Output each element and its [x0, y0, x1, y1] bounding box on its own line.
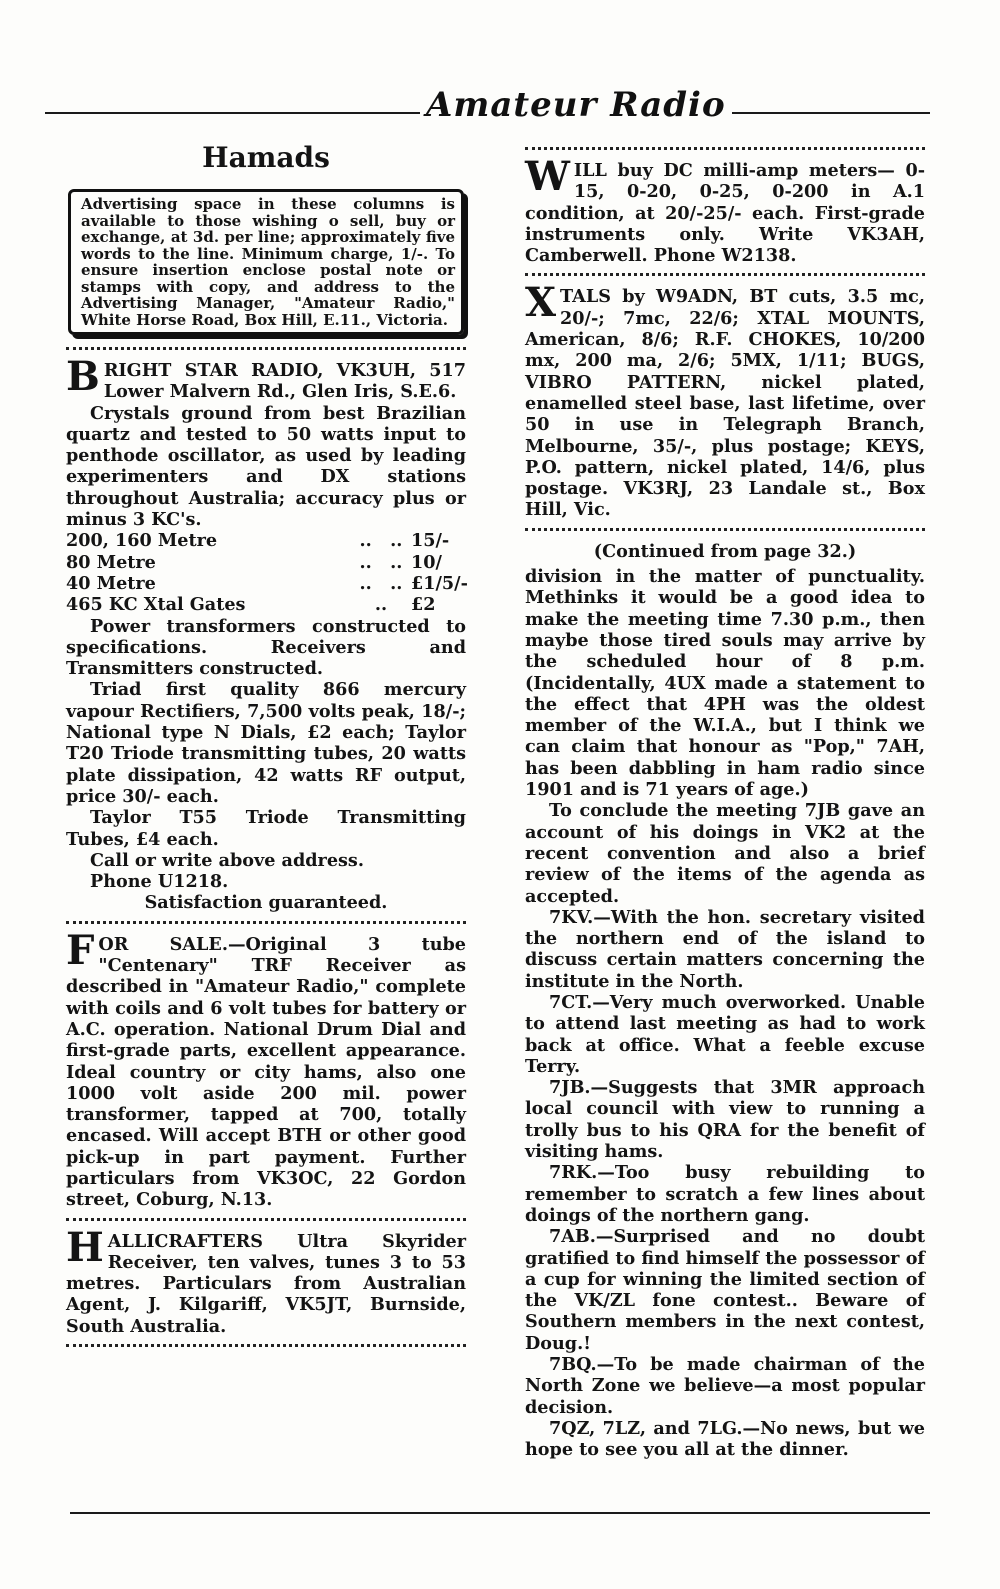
ad-will-buy: WILL buy DC milli-amp meters— 0-15, 0-20, 0-25, 0-200 in A.1 condition, at 20/-25/- each. First-grade instruments only. Write VK3AH, Camberwell. Phone W2138. — [525, 153, 925, 267]
continued-note: (Continued from page 32.) — [593, 540, 857, 562]
left-column — [66, 135, 466, 1357]
ad-paragraph: Crystals ground from best Brazilian quartz and tested to 50 watts input to penthode oscillator, as used by leading experimenters and DX stations throughout Australia; accuracy plus or minus 3 KC's. — [66, 402, 466, 531]
section-title: Hamads — [202, 141, 330, 174]
article-paragraph: division in the matter of punctuality. Methinks it would be a good idea to make the meeting time 7.30 p.m., then maybe those tired souls may arrive by the scheduled hour of 8 p.m. (Incidentally, 4UX made a statement to the effect that 4PH was the oldest member of the W.I.A., but I think we can claim that honour as "Pop," 7AH, has been dabbling in ham radio since 1901 and is 71 years of age.) — [525, 566, 925, 801]
ad-paragraph: Power transformers constructed to specifications. Receivers and Transmitters constructed. — [66, 615, 466, 680]
ad-paragraph: Taylor T55 Triode Transmitting Tubes, £4 each. — [66, 807, 466, 850]
article-paragraph: 7BQ.—To be made chairman of the North Zone we believe—a most popular decision. — [525, 1354, 925, 1418]
ad-heading: BRIGHT STAR RADIO, VK3UH, 517 Lower Malvern Rd., Glen Iris, S.E.6. — [66, 353, 466, 403]
divider — [66, 347, 466, 350]
magazine-title: Amateur Radio — [420, 85, 732, 125]
ad-bright-star — [66, 353, 468, 914]
masthead — [45, 85, 930, 135]
price-value: 10/ — [411, 551, 442, 573]
divider — [525, 273, 925, 276]
right-column — [525, 135, 925, 1461]
divider — [66, 921, 466, 924]
divider — [525, 528, 925, 531]
article-paragraph: 7AB.—Surprised and no doubt gratified to find himself the possessor of a cup for winning the limited section of the VK/ZL fone contest.. Beware of Southern members in the next contest, Doug.! — [525, 1226, 925, 1354]
price-label: 40 Metre — [66, 572, 156, 594]
price-value: 15/- — [411, 530, 450, 552]
price-row: 80 Metre .. .. 10/ — [66, 552, 466, 573]
advertising-notice-text: Advertising space in these columns is available to those wishing o sell, buy or exchange, at 3d. per line; approximately five words to the line. Minimum charge, 1/-. To ensure insertion enclose postal note or stamps with copy, and address to the Advertising Manager, "Amateur Radio," White Horse Road, Box Hill, E.11., Victoria. — [81, 195, 455, 329]
price-value: £2 — [411, 594, 436, 616]
price-row: 200, 160 Metre .. .. 15/- — [66, 530, 466, 551]
advertising-notice-box — [68, 189, 464, 335]
ad-paragraph: Phone U1218. — [90, 871, 229, 893]
ad-hallicrafters: HALLICRAFTERS Ultra Skyrider Receiver, ten valves, tunes 3 to 53 metres. Particulars from Australian Agent, J. Kilgariff, VK5JT, Burnside, South Australia. — [66, 1223, 466, 1337]
ad-for-sale: FOR SALE.—Original 3 tube "Centenary" TRF Receiver as described in "Amateur Radio," complete with coils and 6 volt tubes for battery or A.C. operation. National Drum Dial and first-grade parts, excellent appearance. Ideal country or city hams, also one 1000 volt aside 200 mil. power transformer, tapped at 700, totally encased. Will accept BTH or other good pick-up in part payment. Further particulars from VK3OC, 22 Gordon street, Coburg, N.13. — [66, 926, 466, 1211]
ad-paragraph: Satisfaction guaranteed. — [144, 892, 388, 914]
article-paragraph: 7RK.—Too busy rebuilding to remember to scratch a few lines about doings of the northern gang. — [525, 1162, 925, 1226]
price-label: 80 Metre — [66, 551, 156, 573]
article-paragraph: 7JB.—Suggests that 3MR approach local council with view to running a trolly bus to his QRA for the benefit of visiting hams. — [525, 1077, 925, 1163]
article-paragraph: To conclude the meeting 7JB gave an account of his doings in VK2 at the recent convention and also a brief review of the items of the agenda as accepted. — [525, 800, 925, 907]
price-row: 40 Metre .. .. £1/5/- — [66, 572, 468, 594]
ad-paragraph: Call or write above address. — [90, 849, 364, 871]
price-row: 465 KC Xtal Gates .. £2 — [66, 594, 466, 615]
ad-paragraph: Triad first quality 866 mercury vapour Rectifiers, 7,500 volts peak, 18/-; National type N Dials, £2 each; Taylor T20 Triode transmitting tubes, 20 watts plate dissipation, 42 watts RF output, price 30/- each. — [66, 679, 466, 807]
ad-xtals: XTALS by W9ADN, BT cuts, 3.5 mc, 20/-; 7mc, 22/6; XTAL MOUNTS, American, 8/6; R.F. CHOKES, 10/200 mx, 200 ma, 2/6; 5MX, 1/11; BUGS, VIBRO PATTERN, nickel plated, enamelled steel base, last lifetime, over 50 in use in Telegraph Branch, Melbourne, 35/-, plus postage; KEYS, P.O. pattern, nickel plated, 14/6, plus postage. VK3RJ, 23 Landale st., Box Hill, Vic. — [525, 279, 925, 521]
price-value: £1/5/- — [411, 572, 468, 594]
article-paragraph: 7CT.—Very much overworked. Unable to attend last meeting as had to work back at office. What a feeble excuse Terry. — [525, 991, 925, 1077]
divider — [525, 147, 925, 150]
price-label: 200, 160 Metre — [66, 530, 218, 552]
price-label: 465 KC Xtal Gates — [66, 594, 246, 616]
article-paragraph: 7KV.—With the hon. secretary visited the northern end of the island to discuss certain matters concerning the institute in the North. — [525, 906, 925, 992]
divider — [66, 1344, 466, 1347]
footer-rule — [70, 1512, 930, 1514]
article-paragraph: 7QZ, 7LZ, and 7LG.—No news, but we hope to see you all at the dinner. — [525, 1417, 925, 1461]
divider — [66, 1218, 466, 1221]
